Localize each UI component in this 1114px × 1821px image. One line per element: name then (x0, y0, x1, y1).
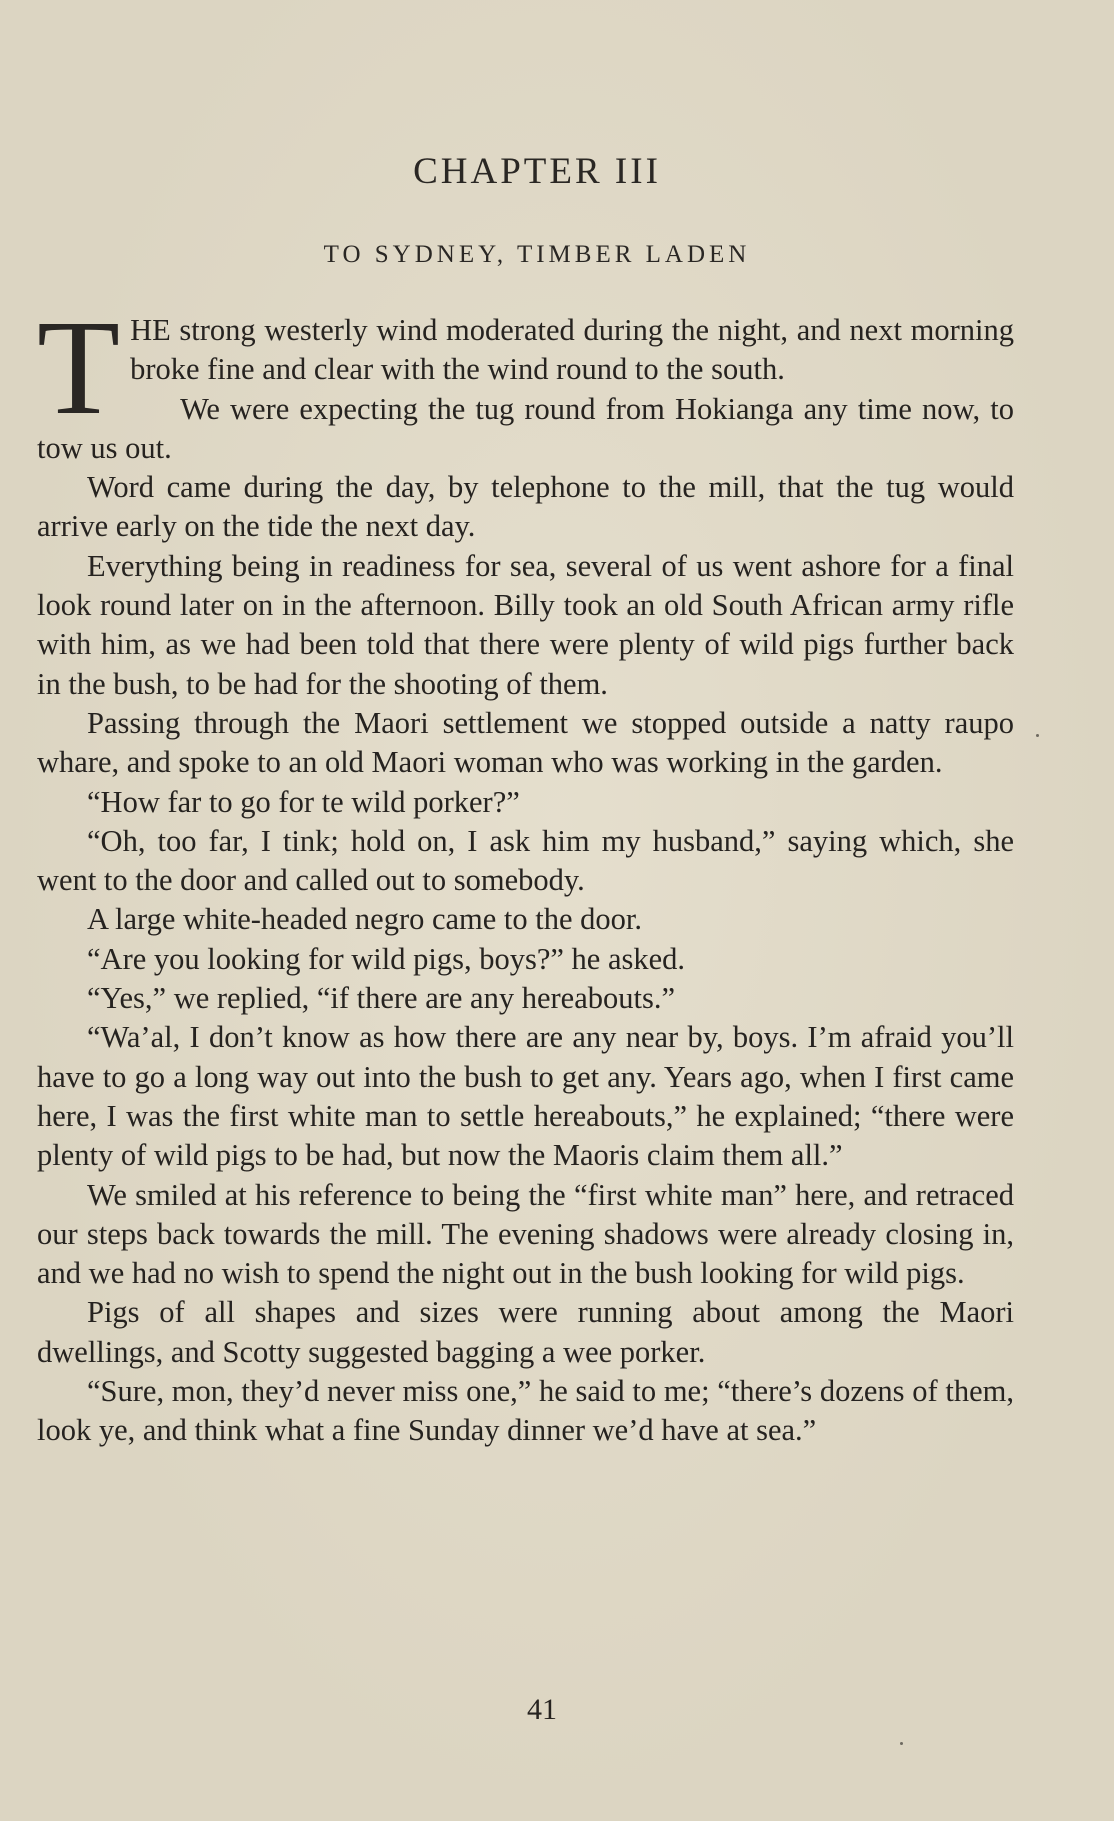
chapter-title: CHAPTER III (413, 151, 661, 192)
paragraph: “Wa’al, I don’t know as how there are any near by, boys. I’m afraid you’ll have to go a long way out into the bush to get any. Years ago, when I first came here, I was the first white man to settle hereabouts,” he explained; “there were plenty of wild pigs to be had, but now the Maoris claim them all.” (37, 1020, 1014, 1173)
drop-cap: T (37, 293, 121, 443)
opening-text: HE strong westerly wind moderated during the night, and next morning broke fine and clear with the wind round to the south. (130, 313, 1014, 387)
chapter-subtitle: TO SYDNEY, TIMBER LADEN (323, 241, 751, 268)
paragraph: “Are you looking for wild pigs, boys?” he asked. (87, 941, 686, 976)
paper-speck (900, 1742, 903, 1745)
paragraph: “Oh, too far, I tink; hold on, I ask him my husband,” saying which, she went to the door and called out to somebody. (37, 823, 1014, 898)
paragraph: A large white-headed negro came to the door. (87, 902, 643, 937)
body-text (37, 293, 1014, 1451)
page-number: 41 (527, 1693, 557, 1726)
paragraph: We were expecting the tug round from Hokianga any time now, to tow us out. (37, 391, 1014, 465)
paragraph: Everything being in readiness for sea, several of us went ashore for a final look round later on in the afternoon. Billy took an old South African army rifle with him, as we had been told that there were plenty of wild pigs further back in the bush, to be had for the shooting of them. (37, 548, 1014, 701)
paragraph: Word came during the day, by telephone to the mill, that the tug would arrive early on the tide the next day. (37, 470, 1014, 544)
paragraph: Pigs of all shapes and sizes were running about among the Maori dwellings, and Scotty suggested bagging a wee porker. (37, 1295, 1014, 1369)
paper-speck (1036, 734, 1039, 737)
paragraph: “How far to go for te wild porker?” (87, 784, 520, 819)
paragraph: We smiled at his reference to being the “first white man” here, and retraced our steps back towards the mill. The evening shadows were already closing in, and we had no wish to spend the night out in the bush looking for wild pigs. (37, 1177, 1014, 1291)
paragraph: “Sure, mon, they’d never miss one,” he said to me; “there’s dozens of them, look ye, and think what a fine Sunday dinner we’d have at sea.” (37, 1374, 1014, 1448)
paragraph: “Yes,” we replied, “if there are any hereabouts.” (87, 981, 675, 1016)
paragraph: Passing through the Maori settlement we stopped outside a natty raupo whare, and spoke to an old Maori woman who was working in the garden. (37, 705, 1014, 780)
